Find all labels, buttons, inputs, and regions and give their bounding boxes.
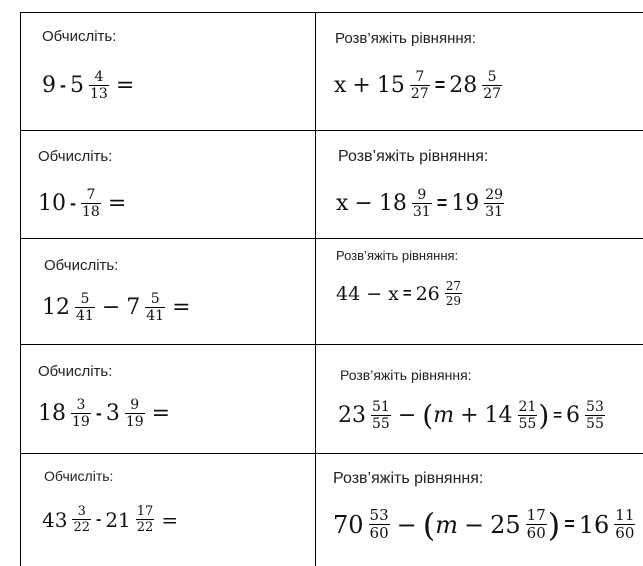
numerator: 17	[526, 506, 546, 524]
numerator: 11	[615, 506, 635, 524]
table-row-divider	[20, 130, 643, 131]
fraction	[412, 188, 432, 219]
row3-right-label: Розв’яжіть рівняння:	[336, 248, 459, 263]
numerator: 29	[485, 187, 504, 203]
operator: −	[464, 510, 485, 539]
whole-number: 18	[378, 191, 407, 216]
variable: m	[433, 403, 455, 428]
denominator: 41	[146, 308, 165, 324]
equals-sign: =	[172, 295, 191, 320]
denominator: 60	[615, 524, 635, 542]
row1-right-label: Розв’яжіть рівняння:	[335, 30, 476, 47]
fraction	[71, 398, 91, 429]
variable: x	[334, 73, 347, 98]
fraction	[585, 400, 605, 431]
fraction	[369, 508, 390, 541]
whole-number: 25	[490, 510, 521, 539]
row4-right-equation	[338, 400, 606, 431]
numerator: 17	[136, 504, 154, 519]
operator: +	[460, 403, 479, 428]
operator: −	[354, 191, 373, 216]
row4-left-label: Обчисліть:	[38, 363, 113, 380]
denominator: 41	[76, 308, 94, 324]
fraction	[410, 70, 430, 101]
equals-sign: =	[115, 73, 135, 98]
numerator: 4	[94, 69, 104, 85]
numerator: 21	[518, 399, 537, 415]
equals-sign: =	[553, 407, 563, 424]
numerator: 7	[415, 69, 425, 85]
right-paren: )	[547, 505, 561, 544]
whole-number: 21	[105, 507, 131, 532]
numerator: 51	[372, 399, 390, 415]
table-row-divider	[20, 344, 643, 345]
operator: −	[397, 403, 417, 428]
fraction	[75, 292, 95, 323]
numerator: 5	[487, 69, 497, 85]
whole-number: 12	[42, 295, 70, 320]
table-row-divider	[20, 238, 643, 239]
operator: −	[101, 295, 121, 320]
denominator: 19	[72, 414, 90, 430]
row1-left-expression	[42, 70, 140, 101]
numerator: 53	[369, 506, 389, 524]
operator: −	[396, 510, 417, 539]
whole-number: 3	[105, 401, 120, 426]
fraction	[614, 508, 635, 541]
fraction	[484, 188, 504, 219]
fraction	[81, 188, 101, 219]
operator: -	[60, 75, 66, 95]
whole-number: 10	[38, 191, 66, 216]
fraction	[445, 280, 462, 307]
row5-right-label: Розв’яжіть рівняння:	[333, 470, 484, 487]
whole-number: 43	[42, 507, 68, 532]
numerator: 3	[77, 504, 86, 519]
row5-right-equation	[333, 505, 636, 544]
equals-sign: =	[564, 514, 575, 534]
whole-number: 9	[42, 73, 56, 98]
row1-right-equation	[334, 70, 503, 101]
numerator: 9	[417, 187, 427, 203]
whole-number: 70	[333, 510, 364, 539]
fraction	[526, 508, 547, 541]
whole-number: 6	[566, 403, 581, 428]
fraction	[136, 505, 155, 534]
right-paren: )	[538, 398, 550, 432]
whole-number: 23	[338, 403, 366, 428]
fraction	[145, 292, 165, 323]
numerator: 3	[76, 397, 86, 413]
denominator: 18	[82, 204, 100, 220]
denominator: 55	[586, 416, 604, 432]
numerator: 27	[445, 279, 462, 293]
table-left-border	[20, 12, 21, 566]
equals-sign: =	[107, 191, 127, 216]
row4-left-expression	[38, 398, 176, 429]
denominator: 29	[445, 294, 462, 308]
row3-left-label: Обчисліть:	[44, 257, 119, 274]
whole-number: 18	[38, 401, 66, 426]
equals-sign: =	[151, 401, 171, 426]
denominator: 27	[410, 86, 429, 102]
table-column-divider	[315, 12, 316, 566]
operator: -	[95, 403, 102, 423]
denominator: 55	[518, 416, 537, 432]
row5-left-label: Обчисліть:	[44, 468, 114, 484]
fraction	[371, 400, 391, 431]
numerator: 7	[86, 187, 96, 203]
numerator: 5	[150, 291, 160, 307]
row5-left-expression	[42, 505, 184, 534]
operator: +	[352, 73, 371, 98]
fraction	[89, 70, 109, 101]
table-row-divider	[20, 453, 643, 454]
whole-number: 14	[484, 403, 513, 428]
row2-right-label: Розв’яжіть рівняння:	[338, 148, 489, 165]
denominator: 22	[73, 520, 90, 535]
row1-left-label: Обчисліть:	[42, 28, 117, 45]
numerator: 5	[80, 291, 90, 307]
numerator: 9	[130, 397, 140, 413]
row2-left-expression	[38, 188, 132, 219]
denominator: 22	[136, 520, 154, 535]
table-top-border	[20, 12, 643, 13]
fraction	[518, 400, 538, 431]
denominator: 31	[412, 204, 431, 220]
operator: -	[96, 510, 102, 528]
denominator: 60	[526, 524, 546, 542]
left-paren: (	[422, 505, 436, 544]
whole-number: 7	[126, 295, 141, 320]
whole-number: 26	[415, 282, 440, 305]
denominator: 27	[483, 86, 502, 102]
left-paren: (	[422, 398, 434, 432]
whole-number: 44	[336, 282, 361, 305]
fraction	[482, 70, 502, 101]
denominator: 55	[372, 416, 390, 432]
denominator: 31	[485, 204, 504, 220]
denominator: 19	[125, 414, 144, 430]
denominator: 60	[369, 524, 389, 542]
row2-right-equation	[336, 188, 505, 219]
row3-left-expression	[42, 292, 197, 323]
whole-number: 15	[376, 73, 405, 98]
fraction	[72, 505, 91, 534]
variable: x	[388, 282, 399, 305]
equals-sign: =	[434, 75, 446, 95]
row4-right-label: Розв’яжіть рівняння:	[340, 367, 472, 383]
denominator: 13	[90, 86, 108, 102]
operator: -	[70, 193, 76, 213]
whole-number: 19	[451, 191, 480, 216]
equals-sign: =	[436, 193, 448, 213]
variable: x	[336, 191, 349, 216]
numerator: 53	[586, 399, 604, 415]
equals-sign: =	[402, 285, 412, 302]
fraction	[125, 398, 145, 429]
operator: −	[366, 282, 383, 305]
variable: m	[435, 510, 458, 539]
whole-number: 5	[70, 73, 84, 98]
whole-number: 16	[578, 510, 610, 539]
whole-number: 28	[449, 73, 478, 98]
row3-right-equation	[336, 280, 463, 307]
exercise-table	[20, 12, 643, 566]
row2-left-label: Обчисліть:	[38, 148, 113, 165]
equals-sign: =	[161, 507, 179, 532]
